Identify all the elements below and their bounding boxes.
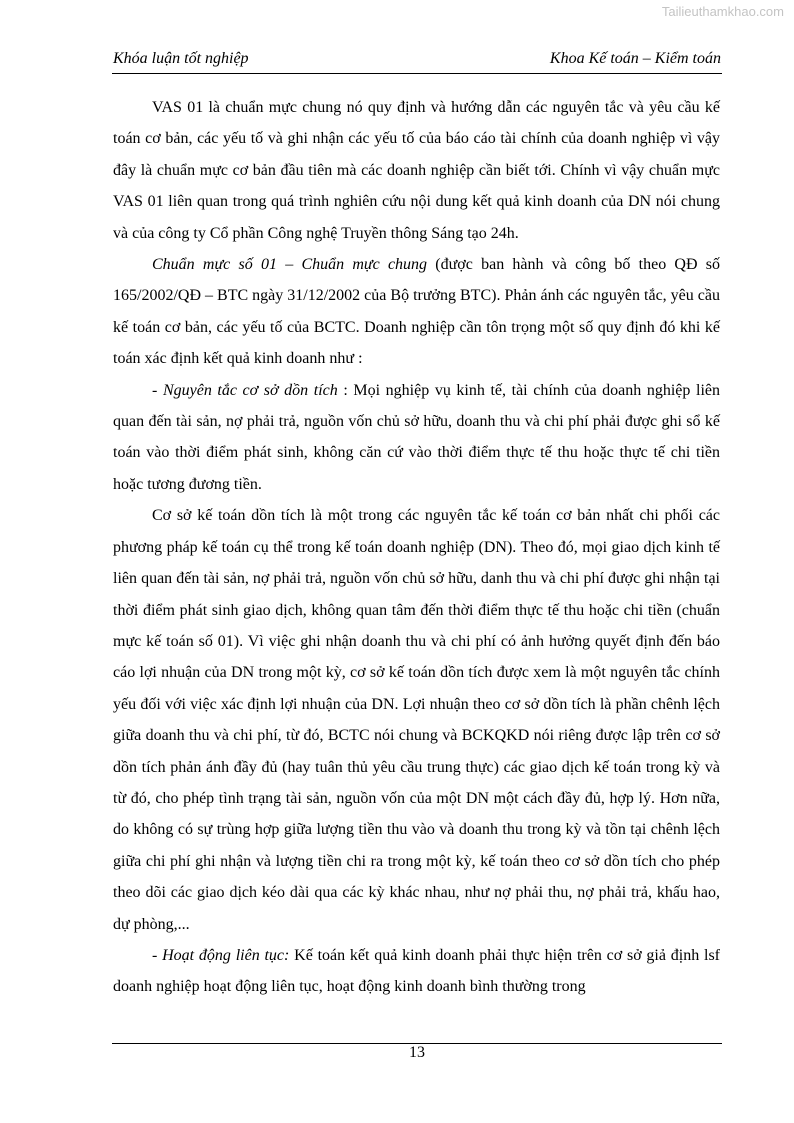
- paragraph-accrual-basis: Cơ sở kế toán dồn tích là một trong các nguyên tắc kế toán cơ bản nhất chi phối các phương pháp kế toán cụ thể trong kế toán doanh nghiệp (DN). Theo đó, mọi giao dịch kinh tế liên quan đến tài sản, nợ phải trả, nguồn vốn chủ sở hữu, danh thu và chi phí được ghi nhận tại thời điểm phát sinh giao dịch, không quan tâm đến thời điểm thực tế thu hoặc chi tiền (chuẩn mực kế toán số 01). Vì việc ghi nhận doanh thu và chi phí có ảnh hưởng quyết định đến báo cáo lợi nhuận của DN trong một kỳ, cơ sở kế toán dồn tích được xem là một nguyên tắc chính yếu đối với việc xác định lợi nhuận của DN. Lợi nhuận theo cơ sở dồn tích là phần chênh lệch giữa doanh thu và chi phí, từ đó, BCTC nói chung và BCKQKD nói riêng được lập trên cơ sở dồn tích phản ánh đầy đủ (hay tuân thủ yêu cầu trung thực) các giao dịch kế toán trong kỳ và từ đó, cho phép tình trạng tài sản, nguồn vốn của một DN một cách đầy đủ, hợp lý. Hơn nữa, do không có sự trùng hợp giữa lượng tiền thu vào và doanh thu trong kỳ và tồn tại chênh lệch giữa chi phí ghi nhận và lượng tiền chi ra trong một kỳ, kế toán theo cơ sở dồn tích cho phép theo dõi các giao dịch kéo dài qua các kỳ khác nhau, như nợ phải thu, nợ phải trả, khấu hao, dự phòng,...: [113, 507, 720, 933]
- header-divider: [112, 73, 722, 74]
- paragraph-going-concern: [113, 940, 720, 1003]
- going-concern-bullet: -: [152, 946, 163, 964]
- page-number: 13: [409, 1044, 425, 1061]
- accrual-bullet: -: [152, 381, 163, 399]
- standard-01-title: Chuẩn mực số 01 – Chuẩn mực chung: [152, 256, 428, 274]
- accrual-principle-text: : Mọi nghiệp vụ kinh tế, tài chính của doanh nghiệp liên quan đến tài sản, nợ phải trả, nguồn vốn chủ sở hữu, doanh thu và chi phí phải được ghi sổ kế toán vào thời điểm phát sinh, không căn cứ vào thời điểm thực tế thu hoặc thực tế chi tiền hoặc tương đương tiền.: [113, 381, 721, 493]
- page-header: [113, 50, 721, 72]
- paragraph-vas01-intro: VAS 01 là chuẩn mực chung nó quy định và hướng dẫn các nguyên tắc và yêu cầu kế toán cơ bản, các yếu tố và ghi nhận các yếu tố của báo cáo tài chính của doanh nghiệp vì vậy đây là chuẩn mực cơ bản đầu tiên mà các doanh nghiệp cần biết tới. Chính vì vậy chuẩn mực VAS 01 liên quan trong quá trình nghiên cứu nội dung kết quả kinh doanh của DN nói chung và của công ty Cổ phần Công nghệ Truyền thông Sáng tạo 24h.: [113, 99, 720, 242]
- page-body: [113, 92, 720, 1003]
- watermark: Tailieuthamkhao.com: [661, 4, 784, 19]
- accrual-principle-title: Nguyên tắc cơ sở dồn tích: [162, 381, 338, 399]
- header-department: Khoa Kế toán – Kiểm toán: [549, 50, 721, 67]
- paragraph-standard-01: [113, 249, 720, 375]
- going-concern-text: Kế toán kết quả kinh doanh phải thực hiện trên cơ sở giả định lsf doanh nghiệp hoạt động liên tục, hoạt động kinh doanh bình thường trong: [113, 946, 721, 996]
- header-thesis-title: Khóa luận tốt nghiệp: [113, 50, 249, 67]
- paragraph-accrual-principle: [113, 375, 720, 501]
- standard-01-text: (được ban hành và công bố theo QĐ số 165/2002/QĐ – BTC ngày 31/12/2002 của Bộ trưởng BTC). Phản ánh các nguyên tắc, yêu cầu kế toán cơ bản, các yếu tố của BCTC. Doanh nghiệp cần tôn trọng một số quy định đó khi kế toán xác định kết quả kinh doanh như :: [113, 256, 720, 368]
- going-concern-title: Hoạt động liên tục:: [162, 946, 290, 964]
